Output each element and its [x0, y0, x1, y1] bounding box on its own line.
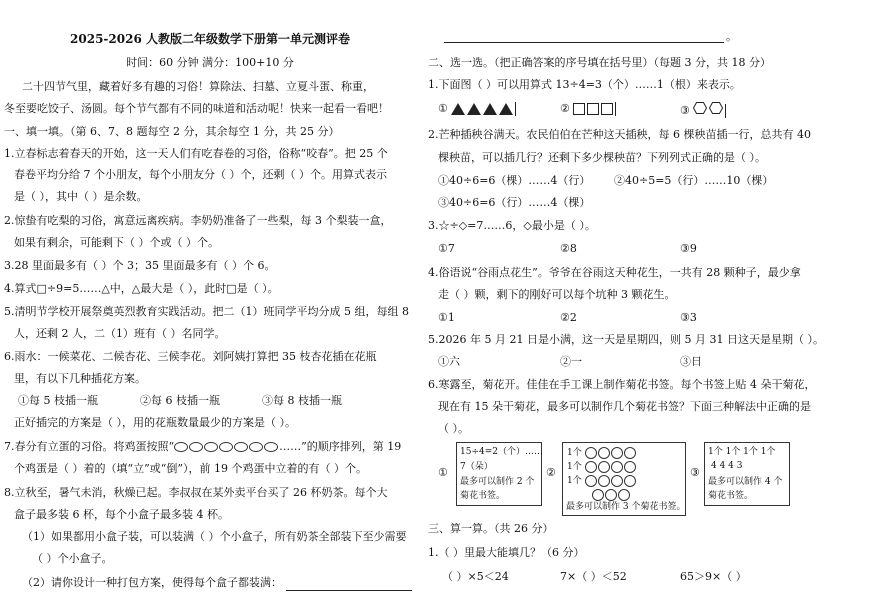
- box3-numbers: 4 4 4 3: [711, 461, 743, 471]
- square-icon: [601, 103, 613, 115]
- r6-option-1-label: ①: [438, 466, 448, 479]
- r6-option-1-box: [456, 442, 542, 506]
- q2-line-2: 如果有剩余，可能剩下（ ）个或（ ）个。: [14, 236, 219, 249]
- stick-icon: [725, 104, 726, 118]
- q1-line-2: 春卷平均分给 7 个小朋友，每个小朋友分（ ）个，还剩（ ）个。用算式表示: [14, 168, 387, 181]
- c1-option-2: 7×（ ）＜52: [560, 570, 627, 583]
- q3-line: 3.28 里面最多有（ ）个 3；35 里面最多有（ ）个 6。: [4, 259, 276, 272]
- r4-line-1: 4.俗语说“谷雨点花生”。爷爷在谷雨这天种花生，一共有 28 颗种子，最少拿: [428, 266, 801, 279]
- r4-option-3: ③3: [680, 311, 697, 324]
- box3-line-2: 菊花书签。: [708, 491, 754, 501]
- r4-option-2: ②2: [560, 311, 577, 324]
- r2-option-3: ③40÷6=6（行）……4（棵）: [438, 196, 591, 209]
- c1-option-1: （ ）×5＜24: [442, 570, 509, 583]
- intro-line-2: 冬至要吃饺子、汤圆。每个节气都有不同的味道和活动呢！快来一起看一看吧！: [4, 102, 389, 115]
- box1-line-2: 7（朵）: [460, 462, 493, 472]
- section-1-heading: 一、填一填。（第 6、7、8 题每空 2 分，其余每空 1 分，共 25 分）: [4, 125, 340, 138]
- q8-line-2: 盒子最多装 6 杯，每个小盒子最多装 4 杯。: [14, 508, 229, 521]
- box2-row-label: 1个: [567, 476, 582, 486]
- r6-line-2: 现在有 15 朵干菊花，最多可以制作几个菊花书签？下面三种解法中正确的是: [438, 400, 811, 413]
- q6-line-2: 里，有以下几种插花方案。: [14, 372, 146, 385]
- triangle-icon: [483, 103, 497, 115]
- egg-sequence-ovals: [174, 440, 279, 453]
- q8-line-1: 8.立秋至，暑气未消，秋燥已起。李叔叔在某外卖平台买了 26 杯奶茶。每个大: [4, 486, 388, 499]
- triangle-icon: [499, 103, 513, 115]
- r6-option-2-box: [562, 442, 686, 516]
- q4-line: 4.算式□÷9=5……△中，△最大是（ ），此时□是（ ）。: [4, 282, 279, 295]
- q7-line-1-post: ……”的顺序排列，第 19: [279, 440, 402, 453]
- q5-line-2: 人，还剩 2 人，二（1）班有（ ）名同学。: [14, 327, 226, 340]
- r3-option-1: ①7: [438, 242, 455, 255]
- box1-line-3: 最多可以制作 2 个: [460, 477, 535, 487]
- q8-line-3: （1）如果都用小盒子装，可以装满（ ）个小盒子，所有奶茶全部装下至少需要: [22, 530, 407, 543]
- box3-header: 1个 1个 1个 1个: [708, 447, 776, 457]
- r1-line: 1.下面图（ ）可以用算式 13÷4=3（个）……1（根）来表示。: [428, 78, 741, 91]
- r4-line-2: 走（ ）颗，剩下的刚好可以每个坑种 3 颗花生。: [438, 288, 676, 301]
- r4-option-1: ①1: [438, 311, 455, 324]
- box2-note: 最多可以制作 3 个菊花书签。: [566, 502, 686, 512]
- stick-icon: [615, 102, 616, 116]
- r5-option-1: ①六: [438, 355, 460, 368]
- r5-option-3: ③日: [680, 355, 702, 368]
- box2-row-label: 1个: [567, 462, 582, 472]
- r2-line-2: 棵秧苗，可以插几行？还剩下多少棵秧苗？下列列式正确的是（ ）。: [438, 151, 766, 164]
- r3-option-2: ②8: [560, 242, 577, 255]
- r2-line-1: 2.芒种插秧谷满天。农民伯伯在芒种这天插秧，每 6 棵秧苗插一行，总共有 40: [428, 128, 811, 141]
- c1-line: 1.（ ）里最大能填几？（6 分）: [428, 546, 585, 559]
- r2-option-1: ①40÷6=6（棵）……4（行）: [438, 174, 591, 187]
- q6-line-3: 正好插完的方案是（ ），用的花瓶数量最少的方案是（ ）。: [14, 416, 296, 429]
- q8-answer-blank[interactable]: [286, 590, 412, 591]
- box2-row-2: [567, 460, 637, 474]
- square-icon: [573, 103, 585, 115]
- stick-icon: [515, 102, 516, 116]
- q7-line-2: 个鸡蛋是（ ）着的（填“立”或“倒”），前 19 个鸡蛋中立着的有（ ）个。: [14, 462, 367, 475]
- answer-blank-continued[interactable]: [444, 42, 724, 43]
- box2-row-1: [567, 446, 637, 460]
- r2-option-2: ②40÷5=5（行）……10（棵）: [614, 174, 774, 187]
- box1-line-4: 菊花书签。: [460, 491, 506, 501]
- q8-line-4: （ ）个小盒子。: [32, 552, 113, 565]
- hexagon-icon: [693, 102, 707, 114]
- r1-option-1: [438, 102, 520, 116]
- triangle-icon: [451, 103, 465, 115]
- r6-option-2-label: ②: [546, 466, 556, 479]
- r6-option-3-box: [704, 442, 790, 506]
- q6-line-1: 6.雨水：一候菜花、二候杏花、三候李花。刘阿姨打算把 35 枝杏花插在花瓶: [4, 350, 377, 363]
- q8-line-5: （2）请你设计一种打包方案，使得每个盒子都装满：: [22, 576, 282, 589]
- r1-option-2: [560, 102, 620, 116]
- paper-title: 2025-2026 人教版二年级数学下册第一单元测评卷: [70, 32, 350, 46]
- q6-option-3: ③每 8 枝插一瓶: [262, 394, 342, 407]
- box3-line-1: 最多可以制作 4 个: [708, 477, 783, 487]
- r5-line: 5.2026 年 5 月 21 日是小满，这一天是星期四，则 5 月 31 日这天是星期（ ）。: [428, 333, 824, 346]
- intro-line-1: 二十四节气里，藏着好多有趣的习俗！算除法、扫墓、立夏斗蛋、称重，: [22, 80, 374, 93]
- triangle-icon: [467, 103, 481, 115]
- box2-row-label: 1个: [567, 448, 582, 458]
- r1-option-3: [680, 102, 730, 118]
- q5-line-1: 5.清明节学校开展祭奠英烈教育实践活动。把二（1）班同学平均分成 5 组，每组 8: [4, 305, 409, 318]
- r3-option-3: ③9: [680, 242, 697, 255]
- r6-line-3: （ ）。: [438, 422, 469, 435]
- q7-line-1-pre: 7.春分有立蛋的习俗。将鸡蛋按照“: [4, 440, 175, 453]
- r6-line-1: 6.寒露至，菊花开。佳佳在手工课上制作菊花书签。每个书签上贴 4 朵干菊花，: [428, 378, 816, 391]
- q6-option-1: ①每 5 枝插一瓶: [18, 394, 98, 407]
- q1-line-3: 是（ ），其中（ ）是余数。: [14, 190, 148, 203]
- r5-option-2: ②一: [560, 355, 582, 368]
- continued-end-mark: 。: [726, 30, 737, 43]
- square-icon: [587, 103, 599, 115]
- q6-option-2: ②每 6 枝插一瓶: [140, 394, 220, 407]
- r1-option-2-label: ②: [560, 102, 570, 115]
- box2-row-3: [567, 474, 637, 488]
- r6-option-3-label: ③: [690, 466, 700, 479]
- box1-line-1: 15÷4=2（个）……: [460, 447, 543, 457]
- c1-option-3: 65＞9×（ ）: [680, 570, 747, 583]
- r3-line: 3.☆÷◇=7……6，◇最小是（ ）。: [428, 219, 596, 232]
- section-2-heading: 二、选一选。（把正确答案的序号填在括号里）（每题 3 分，共 18 分）: [428, 56, 771, 69]
- q2-line-1: 2.惊蛰有吃梨的习俗，寓意远离疾病。李奶奶准备了一些梨，每 3 个梨装一盒，: [4, 214, 392, 227]
- q1-line-1: 1.立春标志着春天的开始，这一天人们有吃春卷的习俗，俗称“咬春”。把 25 个: [4, 147, 388, 160]
- q7-line-1: [4, 440, 401, 454]
- r1-option-3-label: ③: [680, 104, 690, 117]
- r1-option-1-label: ①: [438, 102, 448, 115]
- exam-meta: 时间：60 分钟 满分：100+10 分: [126, 56, 294, 69]
- section-3-heading: 三、算一算。（共 26 分）: [428, 522, 554, 535]
- hexagon-icon: [709, 102, 723, 114]
